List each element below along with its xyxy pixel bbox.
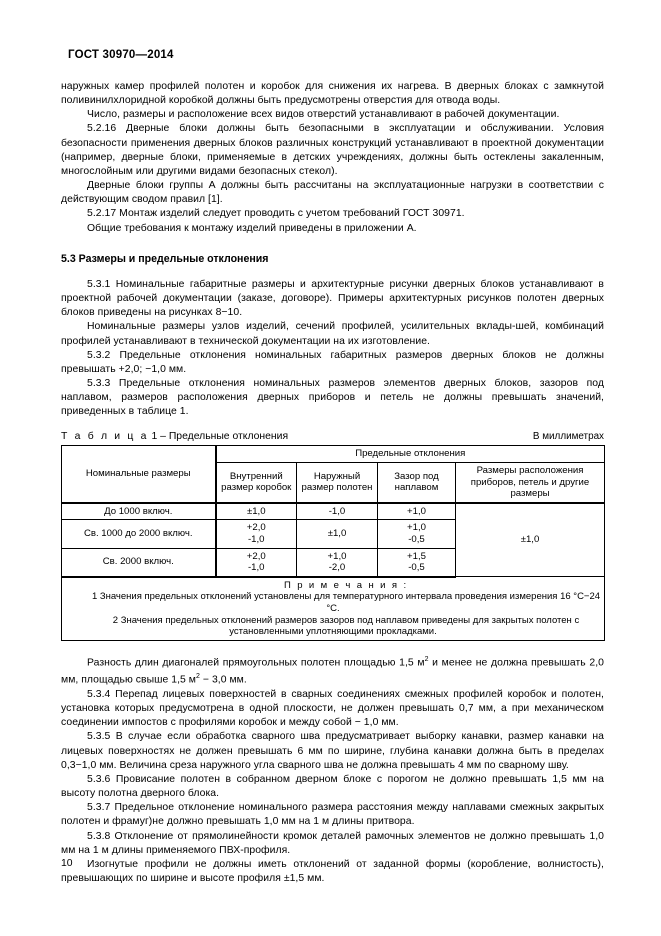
paragraph-clause-5-3-3: 5.3.3 Предельные отклонения номинальных размеров элементов дверных блоков, зазоров под наплавом, размеров расположения дверных приборов и петель не должны превышать значений, приведенных в таблице 1. xyxy=(61,377,604,418)
table-cell-gap-2 xyxy=(378,520,456,548)
table-row xyxy=(62,503,605,520)
paragraph-clause-5-3-8: 5.3.8 Отклонение от прямолинейности кромок деталей рамочных элементов не должно превышать 1,0 мм на 1 м длины применяемого ПВХ-профиля. xyxy=(61,830,604,856)
table-cell-inner-1: ±1,0 xyxy=(216,503,297,520)
diag-text-part-2: и менее не должна превышать 2,0 мм, площадью свыше 1,5 м xyxy=(61,657,605,686)
table-cell-outer-1: -1,0 xyxy=(297,503,378,520)
table-caption xyxy=(61,431,288,442)
paragraph-clause-5-3-7: 5.3.7 Предельное отклонение номинального размера расстояния между наплавами смежных закрытых полотен и фрамуг)не должно превышать 1,0 мм на 1 м длины притвора. xyxy=(61,802,604,828)
table-header-group-tolerances: Предельные отклонения xyxy=(216,446,605,463)
table-cell-outer-2: ±1,0 xyxy=(297,520,378,548)
paragraph-clause-5-3-5: 5.3.5 В случае если обработка сварного шва предусматривает выборку канавки, размер канавки на лицевых поверхностях не должен превышать 6 мм по ширине, глубина канавки должна быть в пределах 0,3−1,0 мм. Величина среза наружного угла сварного шва не должна превышать 4 мм по сварному шву. xyxy=(61,731,604,771)
page-number: 10 xyxy=(61,858,73,869)
diag-text-part-1: Разность длин диагоналей прямоугольных полотен площадью 1,5 м xyxy=(87,657,425,669)
table-caption-prefix: Т а б л и ц а xyxy=(61,431,149,443)
paragraph-continuation: наружных камер профилей полотен и коробок для снижения их нагрева. В дверных блоках с замкнутой поливинилхлоридной коробкой должны быть предусмотрены отверстия для отвода воды. xyxy=(61,81,604,107)
table-cell-nominal-range-3: Св. 2000 включ. xyxy=(62,548,216,577)
paragraph-group-a-loads: Дверные блоки группы А должны быть рассчитаны на эксплуатационные нагрузки в соответствии с действующим сводом правил [1]. xyxy=(61,180,604,206)
value-lower: -1,0 xyxy=(247,534,265,545)
value-upper: +2,0 xyxy=(246,522,266,534)
table-cell-nominal-range-2: Св. 1000 до 2000 включ. xyxy=(62,520,216,548)
tolerances-table xyxy=(61,445,605,640)
diag-text-part-3: − 3,0 мм. xyxy=(199,674,247,686)
table-notes-row xyxy=(62,577,605,640)
paragraph-diagonal-difference xyxy=(61,653,604,688)
value-upper: +1,5 xyxy=(407,550,426,562)
paragraph-curved-profiles: Изогнутые профили не должны иметь отклонений от заданной формы (коробление, волнистость), превышающих по ширине и высоте профиля ±1,5 мм. xyxy=(61,858,604,885)
table-notes-cell xyxy=(62,577,605,640)
table-cell-inner-3 xyxy=(216,548,297,577)
paragraph-clause-5-3-4: 5.3.4 Перепад лицевых поверхностей в сварных соединениях смежных профилей коробок и полотен, установка которых предусмотрена в одной плоскости, не должен превышать 0,7 мм, а при механическом соединении импостов с профилями коробок и между собой − 1,0 мм. xyxy=(61,689,604,729)
paragraph-clause-5-3-1: 5.3.1 Номинальные габаритные размеры и архитектурные рисунки дверных блоков устанавливают в проектной рабочей документации (заказе, договоре). Примеры архитектурных рисунков полотен дверных блоков приведены на рисунках 8−10. xyxy=(61,278,604,319)
table-cell-placement-value: ±1,0 xyxy=(456,503,605,577)
page-header-standard-number: ГОСТ 30970—2014 xyxy=(68,49,174,61)
value-lower: -1,0 xyxy=(247,562,265,574)
page-content xyxy=(61,80,604,886)
table-caption-text: 1 – Предельные отклонения xyxy=(151,431,289,443)
value-upper: +2,0 xyxy=(246,550,266,562)
value-upper: +1,0 xyxy=(327,550,347,562)
value-lower: -0,5 xyxy=(408,534,425,545)
table-header-row-group xyxy=(62,446,605,463)
table-header-overlay-gap: Зазор под наплавом xyxy=(378,463,456,503)
table-header-nominal-sizes: Номинальные размеры xyxy=(62,446,216,503)
table-header-outer-leaf-size: Наружный размер полотен xyxy=(297,463,378,503)
table-note-1: 1 Значения предельных отклонений установлены для температурного интервала проведения измерения 16 °С−24 °С. xyxy=(91,591,601,614)
paragraph-clause-5-3-2: 5.3.2 Предельные отклонения номинальных габаритных размеров дверных блоков не должны превышать +2,0; −1,0 мм. xyxy=(61,349,604,375)
superscript-square-2: 2 xyxy=(196,673,200,681)
table-header-hardware-placement: Размеры расположения приборов, петель и другие размеры xyxy=(456,463,605,503)
value-lower: -2,0 xyxy=(328,562,346,574)
paragraph-clause-5-3-6: 5.3.6 Провисание полотен в собранном дверном блоке с порогом не должно превышать 1,5 мм на высоту полотна дверного блока. xyxy=(61,773,604,800)
table-cell-gap-1: +1,0 xyxy=(378,503,456,520)
table-note-2: 2 Значения предельных отклонений размеров зазоров под наплавом приведены для закрытых полотен с установленными уплотняющими прокладками. xyxy=(112,614,580,638)
table-notes-title: П р и м е ч а н и я : xyxy=(283,579,409,591)
paragraph-holes-documentation: Число, размеры и расположение всех видов отверстий устанавливают в рабочей документации. xyxy=(87,109,560,121)
superscript-square-1: 2 xyxy=(424,655,429,663)
paragraph-nominal-node-sizes: Номинальные размеры узлов изделий, сечений профилей, усилительных вклады-шей, комбинаций профилей устанавливают в технической документации на их изготовление. xyxy=(61,321,604,347)
table-cell-inner-2 xyxy=(216,520,297,548)
value-upper: +1,0 xyxy=(407,522,426,534)
paragraph-clause-5-2-16: 5.2.16 Дверные блоки должны быть безопасными в эксплуатации и обслуживании. Условия безопасности применения дверных блоков различных конструкций устанавливают в проектной документации (например, дверные блоки, применяемые в детских учреждениях, должны быть остеклены закаленным, многослойным или другими видами безопасных стекол). xyxy=(61,123,604,177)
table-cell-nominal-range-1: До 1000 включ. xyxy=(62,503,216,520)
section-heading-5-3: 5.3 Размеры и предельные отклонения xyxy=(61,252,269,265)
table-units-label: В миллиметрах xyxy=(532,431,604,443)
paragraph-clause-5-2-17: 5.2.17 Монтаж изделий следует проводить с учетом требований ГОСТ 30971. xyxy=(87,208,465,220)
table-cell-gap-3 xyxy=(378,548,456,577)
value-lower: -0,5 xyxy=(408,562,425,574)
table-cell-outer-3 xyxy=(297,548,378,577)
table-header-inner-frame-size: Внутренний размер коробок xyxy=(216,463,297,503)
table-caption-row xyxy=(61,431,604,442)
paragraph-installation-requirements: Общие требования к монтажу изделий приведены в приложении А. xyxy=(87,222,417,234)
